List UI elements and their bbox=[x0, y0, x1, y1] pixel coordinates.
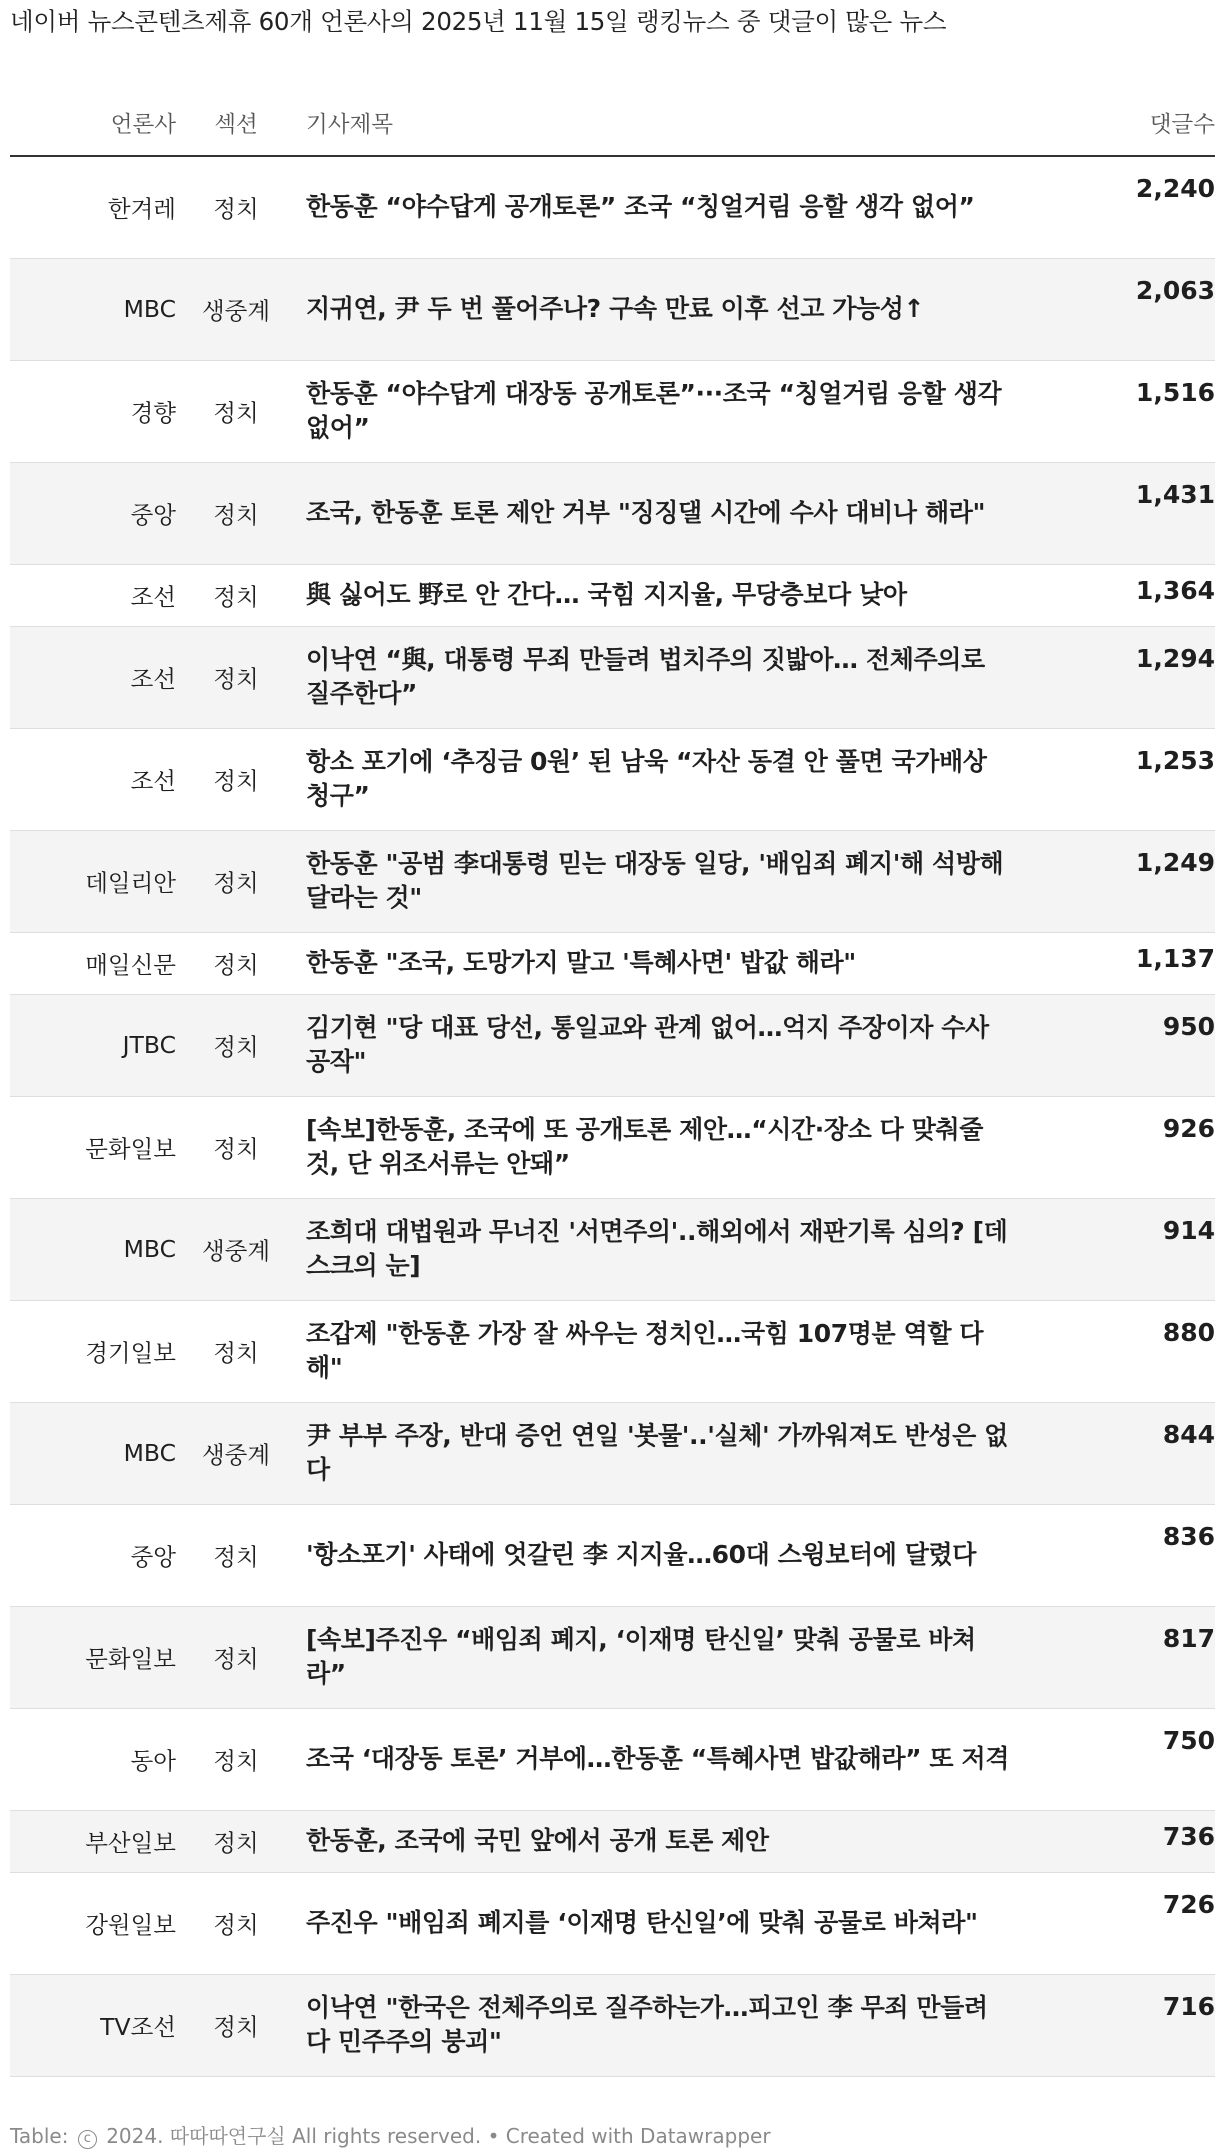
cell-section: 정치 bbox=[213, 195, 259, 224]
cell-section: 정치 bbox=[213, 1829, 259, 1857]
cell-publisher: 데일리안 bbox=[85, 869, 176, 897]
table-row bbox=[10, 1198, 1215, 1300]
cell-comments: 1,516 bbox=[1135, 377, 1215, 407]
cell-headline: [속보]주진우 “배임죄 폐지, ‘이재명 탄신일’ 맞춰 공물로 바쳐라” bbox=[306, 1625, 976, 1688]
cell-section: 정치 bbox=[213, 1747, 259, 1775]
cell-publisher: 문화일보 bbox=[85, 1135, 176, 1163]
cell-comments: 1,364 bbox=[1135, 575, 1215, 605]
cell-headline: 한동훈 “야수답게 공개토론” 조국 “칭얼거림 응할 생각 없어” bbox=[306, 192, 975, 222]
cell-section: 정치 bbox=[213, 1645, 259, 1673]
cell-comments: 950 bbox=[1162, 1011, 1215, 1041]
table-row bbox=[10, 1810, 1215, 1872]
cell-publisher: MBC bbox=[123, 1439, 176, 1467]
cell-comments: 844 bbox=[1162, 1419, 1215, 1449]
table-row bbox=[10, 1872, 1215, 1974]
cell-comments: 914 bbox=[1162, 1215, 1215, 1245]
cell-comments: 926 bbox=[1162, 1113, 1215, 1143]
cell-section: 생중계 bbox=[201, 297, 271, 325]
table-row bbox=[10, 258, 1215, 360]
cell-headline: 尹 부부 주장, 반대 증언 연일 '봇물'..'실체' 가까워져도 반성은 없다 bbox=[306, 1421, 1008, 1484]
cell-headline: 한동훈 “야수답게 대장동 공개토론”···조국 “칭얼거림 응할 생각 없어” bbox=[306, 379, 1002, 442]
cell-comments: 817 bbox=[1162, 1623, 1215, 1653]
cell-publisher: MBC bbox=[123, 295, 176, 323]
column-header-headline[interactable]: 기사제목 bbox=[296, 92, 1030, 156]
cell-publisher: 매일신문 bbox=[85, 951, 176, 979]
cell-headline: 김기현 "당 대표 당선, 통일교와 관계 없어…억지 주장이자 수사공작" bbox=[306, 1013, 989, 1076]
chart-title: 네이버 뉴스콘텐츠제휴 60개 언론사의 2025년 11월 15일 랭킹뉴스 중 댓글이 많은 뉴스 bbox=[10, 7, 947, 36]
cell-section: 생중계 bbox=[201, 1237, 271, 1265]
cell-comments: 1,249 bbox=[1135, 847, 1215, 877]
cell-publisher: 조선 bbox=[130, 767, 176, 795]
cell-headline: 이낙연 “與, 대통령 무죄 만들려 법치주의 짓밟아… 전체주의로 질주한다” bbox=[306, 645, 985, 708]
cell-section: 정치 bbox=[213, 951, 259, 979]
cell-section: 정치 bbox=[213, 399, 259, 427]
table-row bbox=[10, 564, 1215, 626]
cell-headline: 이낙연 "한국은 전체주의로 질주하는가…피고인 李 무죄 만들려다 민주주의 붕괴" bbox=[306, 1993, 988, 2056]
cell-section: 정치 bbox=[213, 1911, 259, 1939]
table-row bbox=[10, 1708, 1215, 1810]
table-row bbox=[10, 994, 1215, 1096]
column-header-section[interactable]: 섹션 bbox=[176, 92, 296, 156]
table-row bbox=[10, 156, 1215, 258]
cell-publisher: 조선 bbox=[130, 665, 176, 693]
cell-section: 정치 bbox=[213, 1339, 259, 1367]
table-row bbox=[10, 830, 1215, 932]
table-row bbox=[10, 1606, 1215, 1708]
cell-publisher: TV조선 bbox=[100, 2013, 176, 2041]
cell-publisher: 중앙 bbox=[130, 501, 176, 529]
cell-comments: 880 bbox=[1162, 1317, 1215, 1347]
cell-headline: 조희대 대법원과 무너진 '서면주의'..해외에서 재판기록 심의? [데스크의 눈] bbox=[306, 1217, 1008, 1280]
cell-headline: 與 싫어도 野로 안 간다… 국힘 지지율, 무당층보다 낮아 bbox=[306, 580, 907, 609]
cell-section: 정치 bbox=[213, 2013, 259, 2041]
cell-headline: 항소 포기에 ‘추징금 0원’ 된 남욱 “자산 동결 안 풀면 국가배상 청구” bbox=[306, 747, 987, 810]
cell-comments: 2,063 bbox=[1135, 275, 1215, 305]
cell-publisher: 경향 bbox=[130, 399, 176, 427]
copyright-icon: c bbox=[78, 2130, 97, 2149]
cell-publisher: 동아 bbox=[130, 1747, 176, 1775]
cell-section: 정치 bbox=[213, 1543, 259, 1571]
cell-section: 정치 bbox=[213, 1033, 259, 1061]
table-row bbox=[10, 728, 1215, 830]
cell-headline: 한동훈 "조국, 도망가지 말고 '특혜사면' 밥값 해라" bbox=[306, 948, 856, 977]
cell-section: 정치 bbox=[213, 665, 259, 693]
table-row bbox=[10, 1096, 1215, 1198]
cell-headline: 조국, 한동훈 토론 제안 거부 "징징댈 시간에 수사 대비나 해라" bbox=[306, 498, 986, 527]
cell-section: 정치 bbox=[213, 1135, 259, 1163]
cell-headline: 조국 ‘대장동 토론’ 거부에…한동훈 “특혜사면 밥값해라” 또 저격 bbox=[306, 1744, 1009, 1773]
cell-headline: '항소포기' 사태에 엇갈린 李 지지율…60대 스윙보터에 달렸다 bbox=[306, 1540, 977, 1569]
cell-comments: 836 bbox=[1162, 1521, 1215, 1551]
cell-comments: 1,253 bbox=[1135, 745, 1215, 775]
cell-headline: [속보]한동훈, 조국에 또 공개토론 제안…“시간·장소 다 맞춰줄 것, 단 위조서류는 안돼” bbox=[306, 1115, 983, 1178]
table-row bbox=[10, 360, 1215, 462]
table-row bbox=[10, 932, 1215, 994]
table-row bbox=[10, 1300, 1215, 1402]
cell-comments: 1,137 bbox=[1135, 943, 1215, 973]
table-header-row bbox=[10, 92, 1215, 156]
table-body bbox=[10, 156, 1215, 2076]
footer-credit-link[interactable]: • Created with Datawrapper bbox=[487, 2124, 771, 2148]
cell-publisher: MBC bbox=[123, 1235, 176, 1263]
table-row bbox=[10, 626, 1215, 728]
cell-publisher: 경기일보 bbox=[85, 1339, 176, 1367]
cell-section: 정치 bbox=[213, 767, 259, 795]
cell-publisher: 부산일보 bbox=[85, 1829, 176, 1857]
cell-publisher: 조선 bbox=[130, 583, 176, 611]
footer-copyright-text: 2024. 따따따연구실 All rights reserved. bbox=[106, 2124, 482, 2148]
cell-publisher: 중앙 bbox=[130, 1543, 176, 1571]
column-header-comments[interactable]: 댓글수 bbox=[1030, 92, 1215, 156]
cell-publisher: 한겨레 bbox=[107, 195, 176, 224]
cell-comments: 2,240 bbox=[1135, 174, 1215, 203]
cell-comments: 1,294 bbox=[1135, 643, 1215, 673]
table-row bbox=[10, 1402, 1215, 1504]
cell-comments: 1,431 bbox=[1135, 479, 1215, 509]
cell-headline: 한동훈, 조국에 국민 앞에서 공개 토론 제안 bbox=[306, 1826, 769, 1855]
cell-section: 정치 bbox=[213, 583, 259, 611]
cell-headline: 주진우 "배임죄 폐지를 ‘이재명 탄신일’에 맞춰 공물로 바쳐라" bbox=[306, 1908, 978, 1937]
cell-section: 정치 bbox=[213, 501, 259, 529]
cell-publisher: 문화일보 bbox=[85, 1645, 176, 1673]
cell-section: 정치 bbox=[213, 869, 259, 897]
cell-comments: 726 bbox=[1162, 1889, 1215, 1919]
column-header-publisher[interactable]: 언론사 bbox=[10, 92, 176, 156]
footer bbox=[10, 2120, 771, 2149]
table-row bbox=[10, 1974, 1215, 2076]
table-row bbox=[10, 1504, 1215, 1606]
cell-comments: 736 bbox=[1162, 1821, 1215, 1851]
cell-comments: 750 bbox=[1162, 1725, 1215, 1755]
cell-publisher: JTBC bbox=[122, 1031, 176, 1059]
cell-section: 생중계 bbox=[201, 1441, 271, 1469]
cell-headline: 조갑제 "한동훈 가장 잘 싸우는 정치인…국힘 107명분 역할 다 해" bbox=[306, 1319, 984, 1382]
footer-table-label: Table: bbox=[10, 2124, 69, 2148]
cell-headline: 지귀연, 尹 두 번 풀어주나? 구속 만료 이후 선고 가능성↑ bbox=[306, 294, 925, 323]
cell-comments: 716 bbox=[1162, 1991, 1215, 2021]
table-row bbox=[10, 462, 1215, 564]
cell-publisher: 강원일보 bbox=[85, 1911, 176, 1939]
cell-headline: 한동훈 "공범 李대통령 믿는 대장동 일당, '배임죄 폐지'해 석방해 달라는 것" bbox=[306, 849, 1004, 912]
ranking-table bbox=[10, 92, 1215, 2077]
